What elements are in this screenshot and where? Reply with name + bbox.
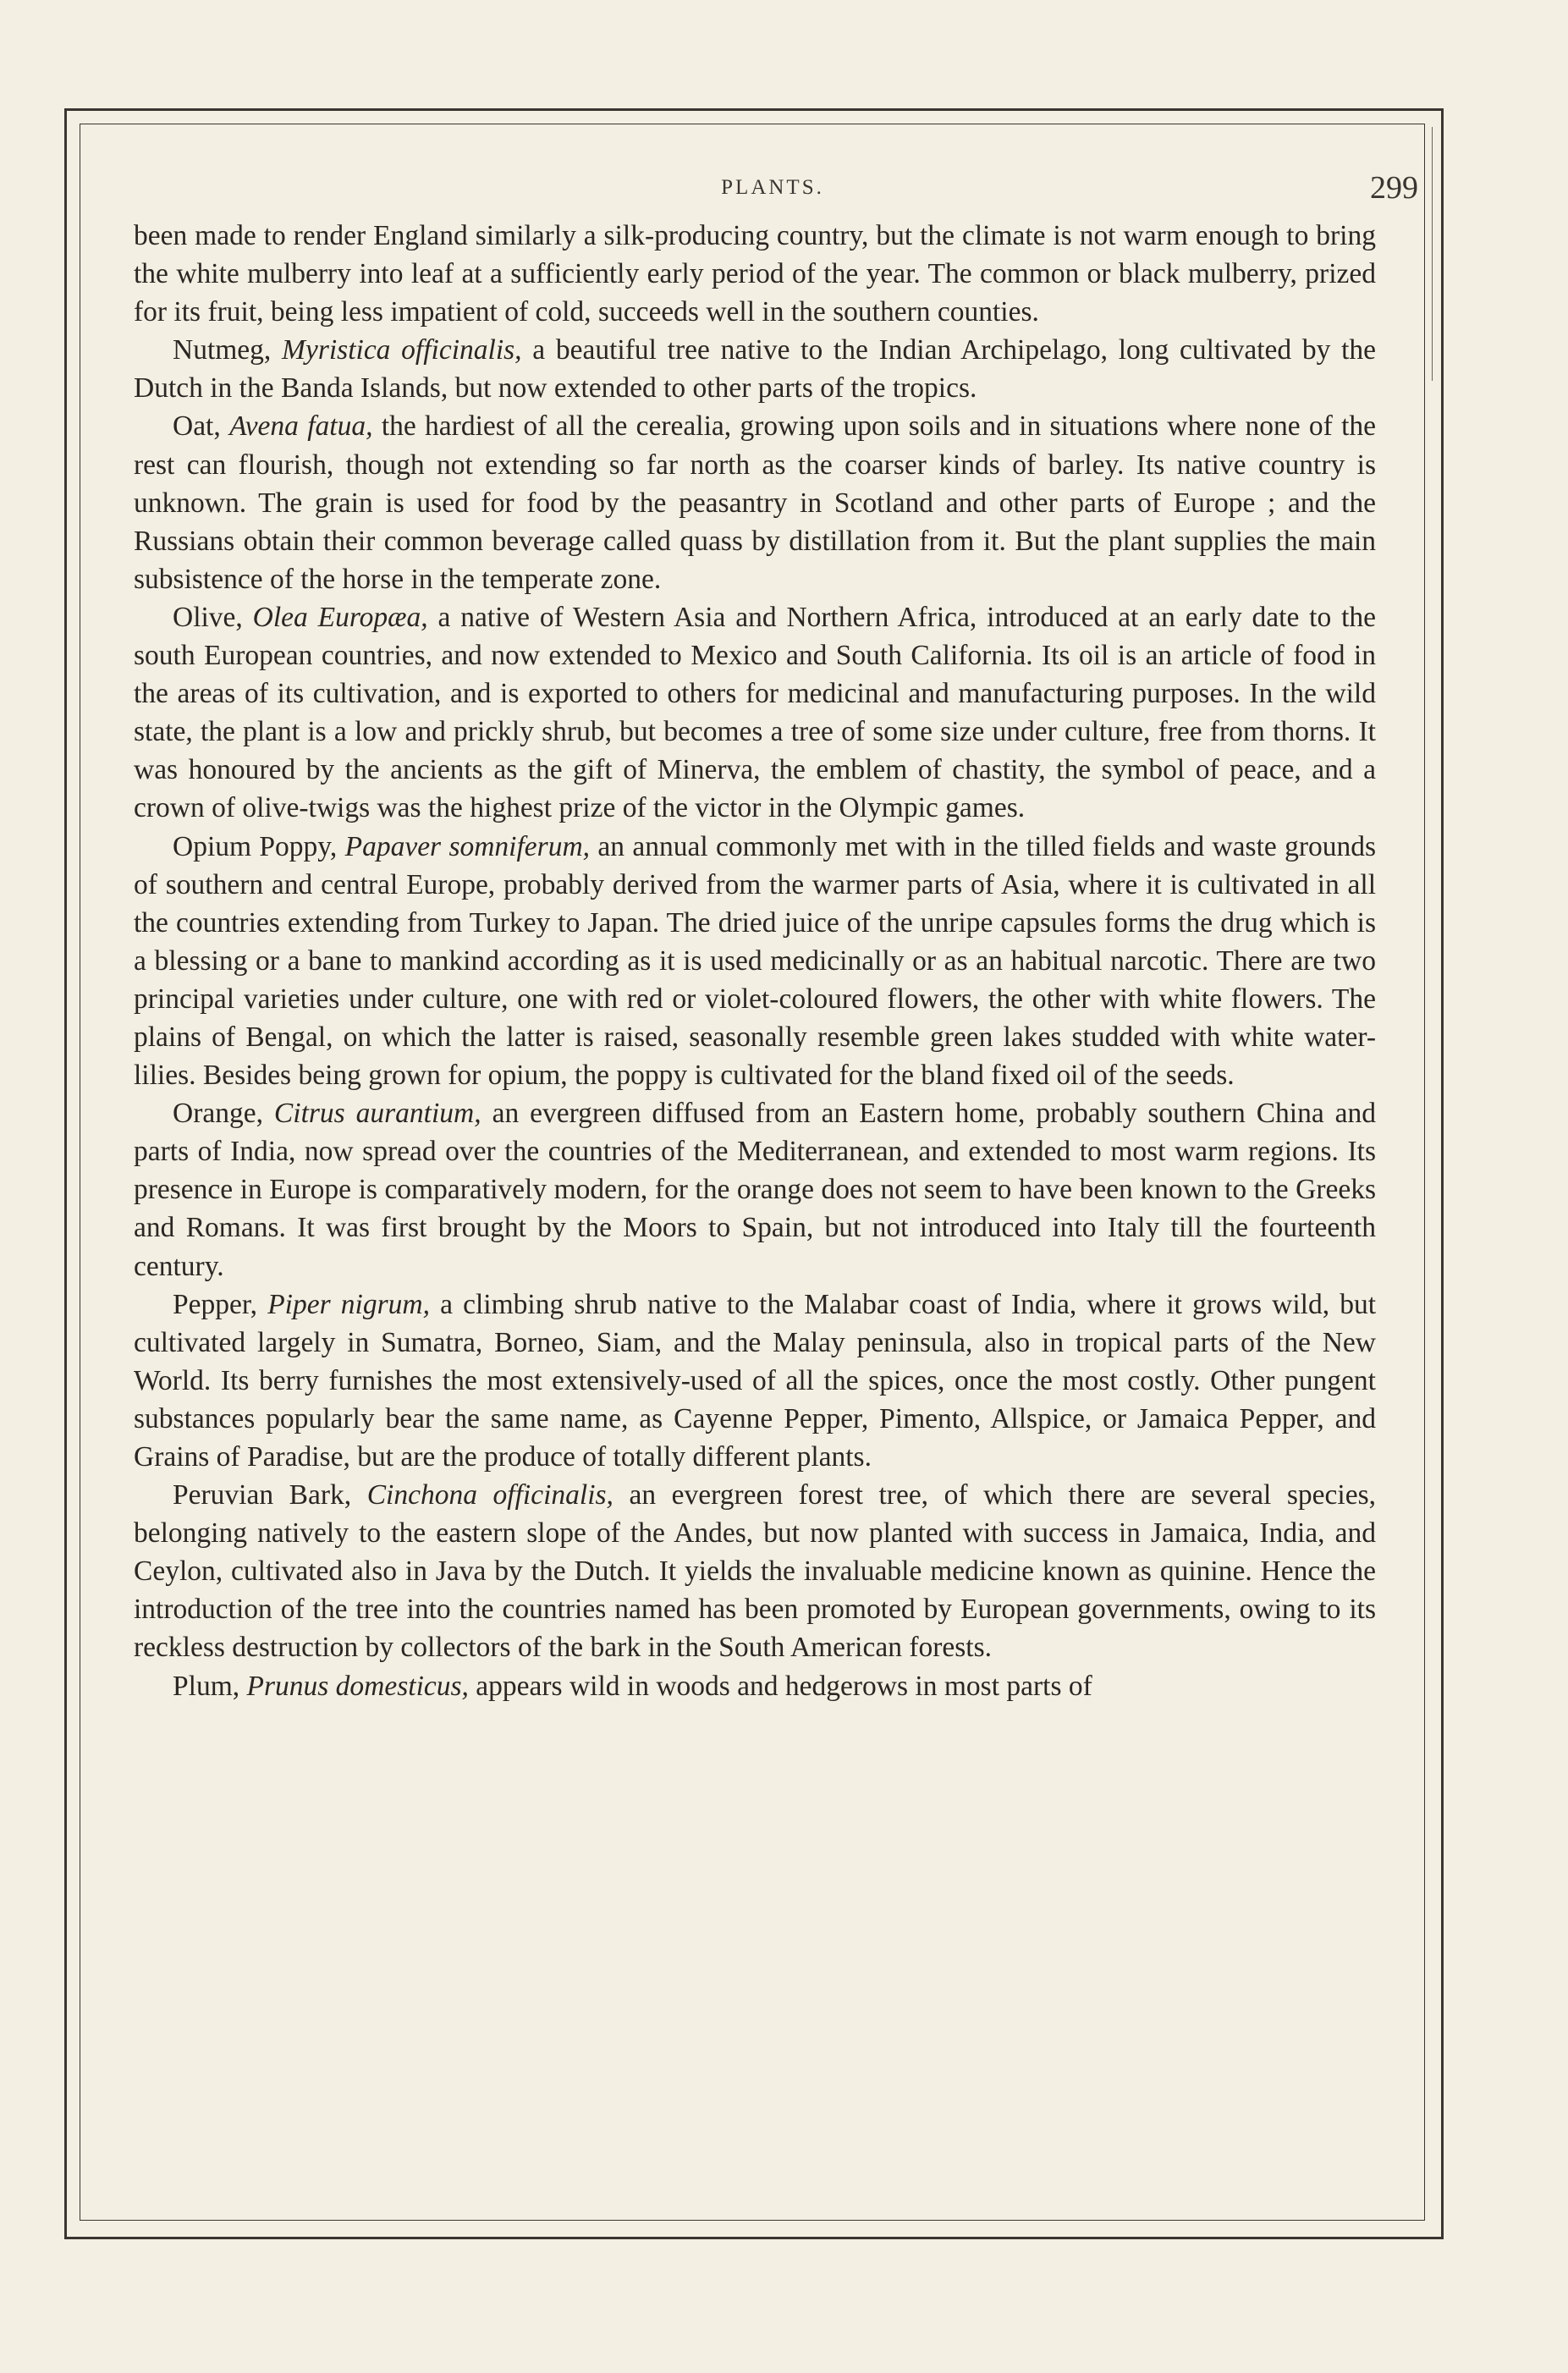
entry-plum	[134, 1667, 1376, 1705]
entry-pepper	[134, 1286, 1376, 1476]
entry-orange	[134, 1094, 1376, 1285]
entry-opium-poppy	[134, 828, 1376, 1095]
entry-latin-name: Papaver somniferum,	[344, 830, 591, 862]
entry-olive	[134, 598, 1376, 828]
entry-oat	[134, 407, 1376, 597]
running-head: PLANTS.	[721, 176, 824, 199]
paragraph-text: been made to render England similarly a silk-producing country, but the climate is not warm enough to bring the white mulberry into leaf at a sufficiently early period of the year. The common or black mulberry, prized for its fruit, being less impatient of cold, succeeds well in the southern counties.	[134, 220, 1376, 328]
page-body	[134, 217, 1376, 1705]
entry-text: an evergreen forest tree, of which there are several species, belonging natively to the eastern slope of the Andes, but now planted with success in Jamaica, India, and Ceylon, cultivated also in Java by the Dutch. It yields the invaluable medicine known as quinine. Hence the introduction of the tree into the countries named has been promoted by European governments, owing to its reckless destruction by collectors of the bark in the South American forests.	[134, 1479, 1377, 1664]
entry-text: the hardiest of all the cerealia, growing upon soils and in situations where none of the rest can flourish, though not extending so far north as the coarser kinds of barley. Its native country is unknown. The grain is used for food by the peasantry in Scotland and other parts of Europe ; and the Russians obtain their common beverage called quass by distillation from it. But the plant supplies the main subsistence of the horse in the temperate zone.	[134, 410, 1377, 595]
entry-name: Plum,	[173, 1670, 240, 1702]
entry-name: Oat,	[173, 410, 221, 443]
page-header	[127, 169, 1418, 212]
entry-latin-name: Myristica officinalis,	[282, 334, 522, 366]
entry-name: Pepper,	[173, 1288, 258, 1320]
entry-peruvian-bark	[134, 1476, 1376, 1666]
entry-text: a beautiful tree native to the Indian Archipelago, long cultivated by the Dutch in the Banda Islands, but now extended to other parts of the tropics.	[134, 334, 1377, 405]
entry-latin-name: Citrus aurantium,	[273, 1098, 481, 1130]
entry-text: an evergreen diffused from an Eastern home, probably southern China and parts of India, now spread over the countries of the Mediterranean, and extended to most warm regions. Its presence in Europe is comparatively modern, for the orange does not seem to have been known to the Greeks and Romans. It was first brought by the Moors to Spain, but not introduced into Italy till the fourteenth century.	[134, 1098, 1377, 1282]
entry-latin-name: Cinchona officinalis,	[366, 1479, 613, 1511]
entry-latin-name: Piper nigrum,	[267, 1288, 430, 1320]
page-number: 299	[1370, 170, 1418, 206]
entry-name: Orange,	[173, 1098, 263, 1130]
entry-latin-name: Avena fatua,	[229, 410, 373, 443]
entry-name: Opium Poppy,	[173, 830, 338, 862]
entry-name: Peruvian Bark,	[173, 1479, 352, 1511]
entry-text: a native of Western Asia and Northern Africa, introduced at an early date to the south European countries, and now extended to Mexico and South California. Its oil is an article of food in the areas of its cultivation, and is exported to others for medicinal and manufacturing purposes. In the wild state, the plant is a low and prickly shrub, but becomes a tree of some size under culture, free from thorns. It was honoured by the ancients as the gift of Minerva, the emblem of chastity, the symbol of peace, and a crown of olive-twigs was the highest prize of the victor in the Olympic games.	[134, 601, 1377, 824]
entry-text: appears wild in woods and hedgerows in most parts of	[476, 1670, 1092, 1702]
entry-latin-name: Prunus domesticus,	[246, 1670, 469, 1702]
entry-text: a climbing shrub native to the Malabar coast of India, where it grows wild, but cultivated largely in Sumatra, Borneo, Siam, and the Malay peninsula, also in tropical parts of the New World. Its berry furnishes the most extensively-used of all the spices, once the most costly. Other pungent substances popularly bear the same name, as Cayenne Pepper, Pimento, Allspice, or Jamaica Pepper, and Grains of Paradise, but are the produce of totally different plants.	[134, 1288, 1377, 1473]
entry-name: Olive,	[173, 601, 243, 633]
entry-name: Nutmeg,	[173, 334, 272, 366]
margin-rule	[1432, 127, 1433, 381]
entry-latin-name: Olea Europæa,	[252, 601, 428, 633]
entry-nutmeg	[134, 331, 1376, 407]
entry-text: an annual commonly met with in the tilled fields and waste grounds of southern and central Europe, probably derived from the warmer parts of Asia, where it is cultivated in all the countries extending from Turkey to Japan. The dried juice of the unripe capsules forms the drug which is a blessing or a bane to mankind according as it is used medicinally or as an habitual narcotic. There are two principal varieties under culture, one with red or violet-coloured flowers, the other with white flowers. The plains of Bengal, on which the latter is raised, seasonally resemble green lakes studded with white water-lilies. Besides being grown for opium, the poppy is cultivated for the bland fixed oil of the seeds.	[134, 830, 1377, 1092]
paragraph-continuation	[134, 217, 1376, 331]
